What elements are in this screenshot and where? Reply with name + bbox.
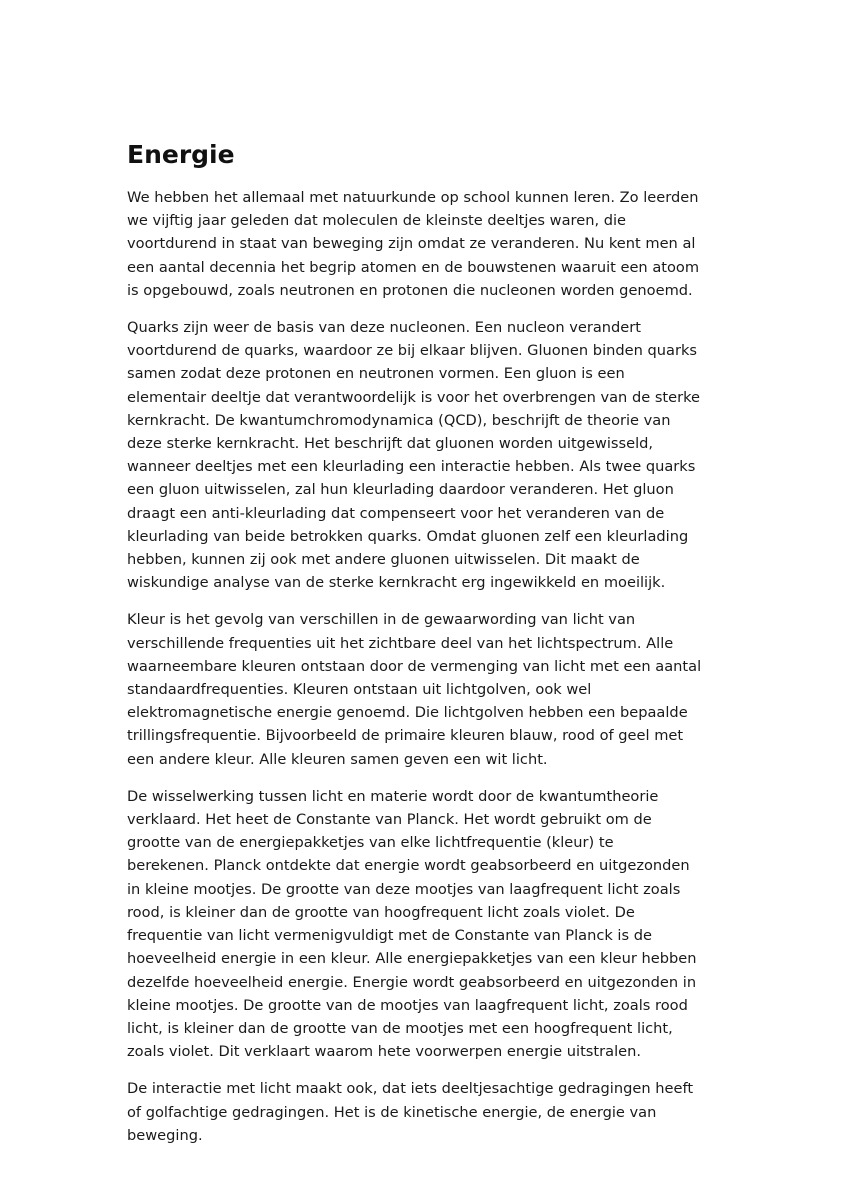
text-line: De wisselwerking tussen licht en materie wordt door de kwantumtheorie <box>127 787 659 805</box>
text-line: samen zodat deze protonen en neutronen vormen. Een gluon is een <box>127 365 625 383</box>
text-line: dezelfde hoeveelheid energie. Energie wordt geabsorbeerd en uitgezonden in <box>127 973 697 991</box>
text-line: wanneer deeltjes met een kleurlading een interactie hebben. Als twee quarks <box>127 458 696 476</box>
text-line: hebben, kunnen zij ook met andere gluonen uitwisselen. Dit maakt de <box>127 551 640 569</box>
text-line: draagt een anti-kleurlading dat compenseert voor het veranderen van de <box>127 504 665 522</box>
text-line: een andere kleur. Alle kleuren samen geven een wit licht. <box>127 750 548 768</box>
text-line: hoeveelheid energie in een kleur. Alle energiepakketjes van een kleur hebben <box>127 950 697 968</box>
text-line: kleurlading van beide betrokken quarks. Omdat gluonen zelf een kleurlading <box>127 527 689 545</box>
text-line: We hebben het allemaal met natuurkunde op school kunnen leren. Zo leerden <box>127 189 699 206</box>
text-line: wiskundige analyse van de sterke kernkracht erg ingewikkeld en moeilijk. <box>127 574 666 592</box>
text-line: voortdurend de quarks, waardoor ze bij elkaar blijven. Gluonen binden quarks <box>127 342 698 360</box>
text-line: zoals violet. Dit verklaart waarom hete voorwerpen energie uitstralen. <box>127 1043 641 1061</box>
text-line: we vijftig jaar geleden dat moleculen de kleinste deeltjes waren, die <box>127 212 627 230</box>
text-line: kleine mootjes. De grootte van de mootjes van laagfrequent licht, zoals rood <box>127 996 688 1014</box>
text-line: elementair deeltje dat verantwoordelijk is voor het overbrengen van de sterke <box>127 388 701 406</box>
text-line: kernkracht. De kwantumchromodynamica (QCD), beschrijft de theorie van <box>127 411 671 429</box>
page-title: Energie <box>127 140 235 169</box>
document-page <box>127 140 723 1161</box>
text-line: in kleine mootjes. De grootte van deze mootjes van laagfrequent licht zoals <box>127 880 681 898</box>
text-line: frequentie van licht vermenigvuldigt met de Constante van Planck is de <box>127 927 652 945</box>
text-line: is opgebouwd, zoals neutronen en protonen die nucleonen worden genoemd. <box>127 281 693 299</box>
paragraph <box>127 608 723 770</box>
text-line: of golfachtige gedragingen. Het is de kinetische energie, de energie van <box>127 1103 657 1121</box>
paragraph <box>127 186 723 302</box>
text-line: waarneembare kleuren ontstaan door de vermenging van licht met een aantal <box>127 657 702 675</box>
text-line: rood, is kleiner dan de grootte van hoogfrequent licht zoals violet. De <box>127 903 635 921</box>
paragraph <box>127 316 723 594</box>
text-line: grootte van de energiepakketjes van elke lichtfrequentie (kleur) te <box>127 834 614 852</box>
text-line: een gluon uitwisselen, zal hun kleurlading daardoor veranderen. Het gluon <box>127 481 674 499</box>
text-line: elektromagnetische energie genoemd. Die lichtgolven hebben een bepaalde <box>127 704 688 722</box>
paragraph <box>127 785 723 1063</box>
text-line: trillingsfrequentie. Bijvoorbeeld de primaire kleuren blauw, rood of geel met <box>127 727 684 745</box>
text-line: een aantal decennia het begrip atomen en de bouwstenen waaruit een atoom <box>127 258 700 276</box>
paragraph <box>127 1077 723 1147</box>
text-line: standaardfrequenties. Kleuren ontstaan uit lichtgolven, ook wel <box>127 681 592 699</box>
text-line: Kleur is het gevolg van verschillen in de gewaarwording van licht van <box>127 611 636 629</box>
text-line: deze sterke kernkracht. Het beschrijft dat gluonen worden uitgewisseld, <box>127 435 654 453</box>
text-line: De interactie met licht maakt ook, dat iets deeltjesachtige gedragingen heeft <box>127 1080 694 1098</box>
text-line: verschillende frequenties uit het zichtbare deel van het lichtspectrum. Alle <box>127 634 674 652</box>
text-line: Quarks zijn weer de basis van deze nucleonen. Een nucleon verandert <box>127 319 642 337</box>
text-line: berekenen. Planck ontdekte dat energie wordt geabsorbeerd en uitgezonden <box>127 857 690 875</box>
text-line: voortdurend in staat van beweging zijn omdat ze veranderen. Nu kent men al <box>127 235 696 253</box>
text-line: beweging. <box>127 1126 203 1144</box>
text-line: verklaard. Het heet de Constante van Planck. Het wordt gebruikt om de <box>127 811 652 829</box>
text-line: licht, is kleiner dan de grootte van de mootjes met een hoogfrequent licht, <box>127 1019 673 1037</box>
body-text <box>127 186 723 1147</box>
